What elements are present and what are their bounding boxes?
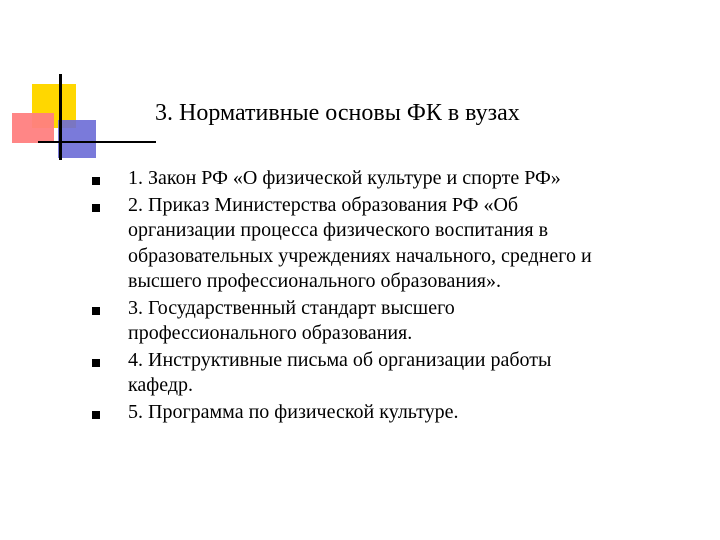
red-rectangle-decoration — [12, 113, 54, 143]
list-item-line: 4. Инструктивные письма об организации работы — [128, 348, 552, 371]
list-item-continuation: кафедр. — [128, 374, 194, 396]
list-item — [92, 296, 702, 347]
list-item-continuation: организации процесса физического воспитания в образовательных учреждениях начального, среднего и высшего профессионального образования». — [128, 219, 592, 292]
list-item — [92, 348, 702, 399]
vertical-line-decoration — [59, 74, 62, 160]
list-item — [92, 166, 702, 192]
decorative-logo — [0, 0, 130, 170]
list-item-line: 2. Приказ Министерства образования РФ «Об — [128, 193, 519, 216]
list-item-text — [128, 193, 592, 295]
list-item-text — [128, 400, 459, 426]
square-bullet-icon — [92, 411, 100, 419]
slide-title: 3. Нормативные основы ФК в вузах — [155, 100, 520, 126]
list-item-text — [128, 348, 551, 399]
list-item — [92, 400, 702, 426]
list-item — [92, 193, 702, 295]
list-item-text — [128, 296, 455, 347]
list-item-line: 1. Закон РФ «О физической культуре и спорте РФ» — [128, 167, 561, 189]
square-bullet-icon — [92, 204, 100, 212]
square-bullet-icon — [92, 359, 100, 367]
square-bullet-icon — [92, 177, 100, 185]
square-bullet-icon — [92, 307, 100, 315]
list-item-line: 5. Программа по физической культуре. — [128, 400, 459, 423]
horizontal-line-decoration — [38, 141, 156, 143]
list-item-line: 3. Государственный стандарт высшего — [128, 296, 455, 319]
list-item-text — [128, 166, 561, 192]
blue-square-decoration — [58, 120, 96, 158]
bullet-list — [92, 166, 702, 426]
list-item-continuation: профессионального образования. — [128, 322, 413, 344]
